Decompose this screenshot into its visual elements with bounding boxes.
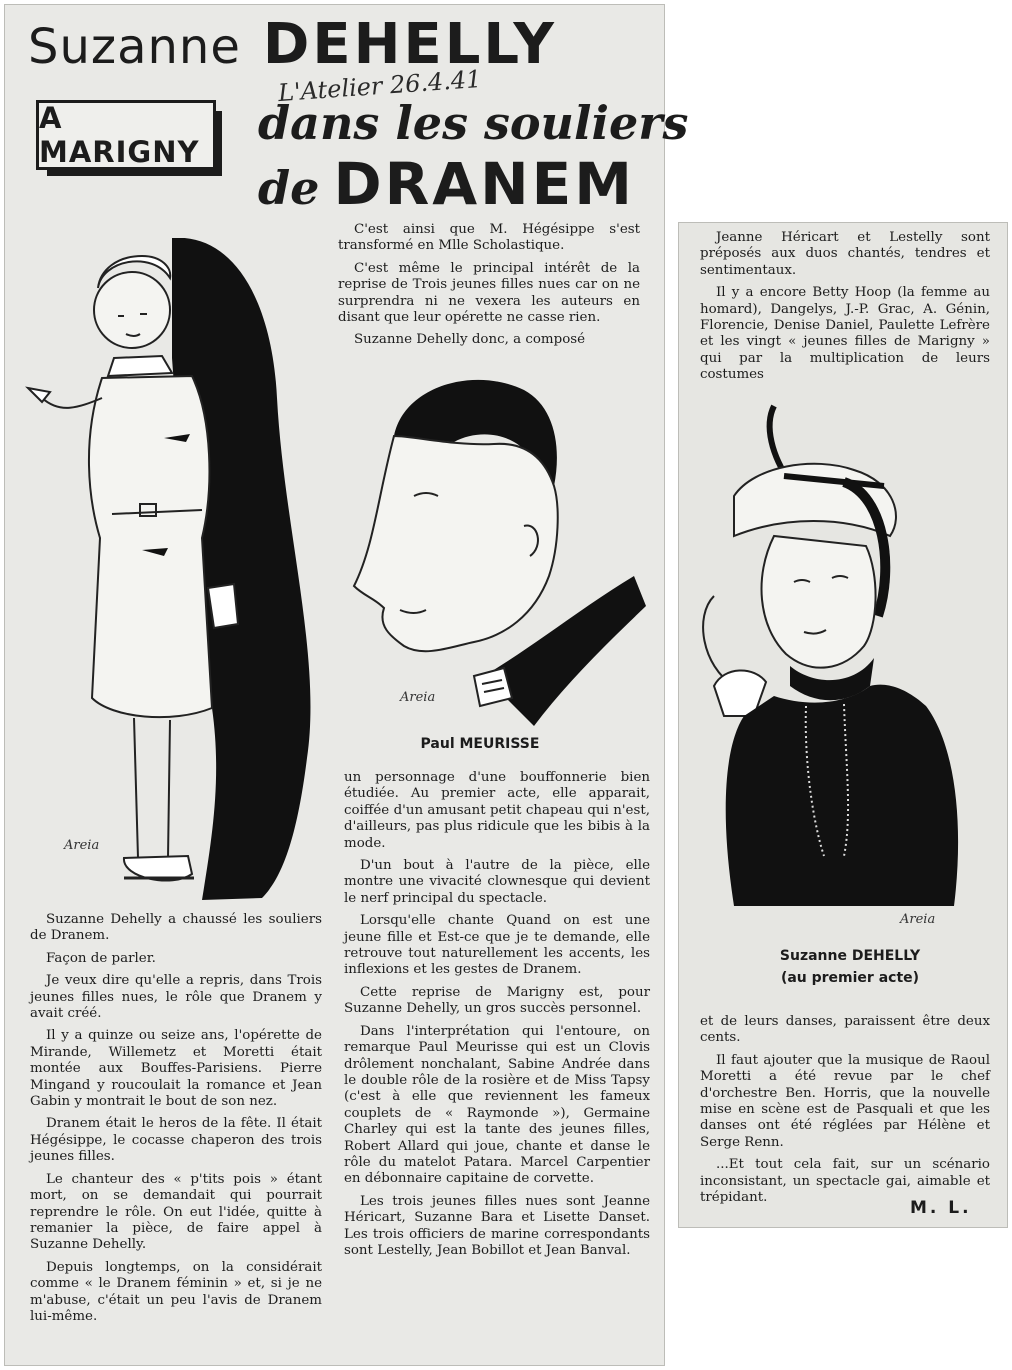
artist-signature-right: Areia <box>900 912 936 927</box>
paragraph: Il faut ajouter que la musique de Raoul Moretti a été revue par le chef d'orchestre Ben. Horris, que la nouvelle mise en scène est de Pasquali et que les danses ont été réglées par Hélène et Serge Renn. <box>700 1052 990 1150</box>
headline-last-name: DEHELLY <box>262 12 557 77</box>
article-column-right-bottom <box>700 1014 990 1212</box>
artist-signature-left: Areia <box>64 838 100 853</box>
article-column-middle-bottom <box>344 770 650 1265</box>
paragraph: D'un bout à l'autre de la pièce, elle montre une vivacité clownesque qui devient le nerf principal du spectacle. <box>344 858 650 906</box>
paragraph: ...Et tout cela fait, sur un scénario inconsistant, un spectacle gai, aimable et trépidant. <box>700 1157 990 1206</box>
meurisse-portrait-illustration <box>334 346 646 746</box>
paragraph: Dans l'interprétation qui l'entoure, on remarque Paul Meurisse qui est un Clovis drôlement nonchalant, Sabine Andrée dans le double rôle de la rosière et de Miss Tapsy (c'est à elle que reviennent les fameux couplets de « Raymonde »), Germaine Charley qui est la tante des jeunes filles, Robert Allard qui joue, chante et danse le rôle du matelot Patara. Marcel Carpentier en débonnaire capitaine de corvette. <box>344 1023 650 1187</box>
headline <box>28 12 650 78</box>
paragraph: Les trois jeunes filles nues sont Jeanne Héricart, Suzanne Bara et Lisette Danset. Les trois officiers de marine correspondants sont Lestelly, Jean Bobillot et Jean Banval. <box>344 1193 650 1258</box>
paragraph: Suzanne Dehelly donc, a composé <box>354 332 586 348</box>
paragraph: Dranem était le heros de la fête. Il était Hégésippe, le cocasse chaperon des trois jeunes filles. <box>30 1116 322 1165</box>
paragraph: C'est ainsi que M. Hégésippe s'est transformé en Mlle Scholastique. <box>338 222 640 254</box>
paragraph: Je veux dire qu'elle a repris, dans Trois jeunes filles nues, le rôle que Dranem y avait créé. <box>30 973 322 1022</box>
artist-signature-middle: Areia <box>400 690 436 705</box>
paragraph: Il y a encore Betty Hoop (la femme au homard), Dangelys, J.-P. Grac, A. Génin, Florencie, Denise Daniel, Paulette Lefrère et les vingt « jeunes filles de Marigny » qui par la multiplication de leurs costumes <box>700 285 990 383</box>
subheadline-dranem: DRANEM <box>333 150 636 218</box>
paragraph: C'est même le principal intérêt de la reprise de Trois jeunes filles nues car on ne surprendra ni ne vexera les auteurs en disant que leur opérette ne casse rien. <box>338 260 640 326</box>
paragraph: Le chanteur des « p'tits pois » étant mort, on se demandait qui pourrait reprendre le rôle. On eut l'idée, quitte à remanier la pièce, de faire appel à Suzanne Dehelly. <box>30 1171 322 1253</box>
paragraph: Cette reprise de Marigny est, pour Suzanne Dehelly, un gros succès personnel. <box>344 984 650 1017</box>
headline-first-name: Suzanne <box>28 19 241 75</box>
caption-meurisse: Paul MEURISSE <box>420 736 540 752</box>
handwritten-date-note: L'Atelier 26.4.41 <box>277 64 483 108</box>
paragraph: Jeanne Héricart et Lestelly sont préposés aux duos chantés, tendres et sentimentaux. <box>700 230 990 278</box>
article-column-middle-top <box>338 222 640 355</box>
paragraph: Façon de parler. <box>46 950 156 966</box>
caption-dehelly-line2: (au premier acte) <box>780 970 920 986</box>
dehelly-caricature-illustration <box>22 238 322 904</box>
subheadline-line2 <box>258 150 658 218</box>
paragraph: un personnage d'une bouffonnerie bien étudiée. Au premier acte, elle apparait, coiffée d'un amusant petit chapeau qui n'est, d'ailleurs, pas plus ridicule que les bibis à la mode. <box>344 770 650 851</box>
subheadline-line1: dans les souliers <box>258 96 689 150</box>
dehelly-costume-illustration <box>694 386 994 946</box>
venue-badge: A MARIGNY <box>36 100 216 170</box>
article-column-left <box>30 912 322 1331</box>
author-signature: M. L. <box>910 1198 972 1218</box>
paragraph: Depuis longtemps, on la considérait comme « le Dranem féminin » et, si je ne m'abuse, c'était un peu l'avis de Dranem lui-même. <box>30 1259 322 1324</box>
paragraph: Suzanne Dehelly a chaussé les souliers de Dranem. <box>30 912 322 944</box>
caption-dehelly-line1: Suzanne DEHELLY <box>779 948 921 964</box>
article-column-right-top <box>700 230 990 390</box>
subheadline-de: de <box>258 161 320 215</box>
paragraph: Il y a quinze ou seize ans, l'opérette de Mirande, Willemetz et Moretti était montée aux Bouffes-Parisiens. Pierre Mingand y roucoulait la romance et Jean Gabin y montrait le bout de son nez. <box>30 1028 322 1110</box>
paragraph: Lorsqu'elle chante Quand on est une jeune fille et Est-ce que je te demande, elle retrouve tout naturellement les accents, les inflexions et les gestes de Dranem. <box>344 913 650 978</box>
paragraph: et de leurs danses, paraissent être deux cents. <box>700 1014 990 1046</box>
